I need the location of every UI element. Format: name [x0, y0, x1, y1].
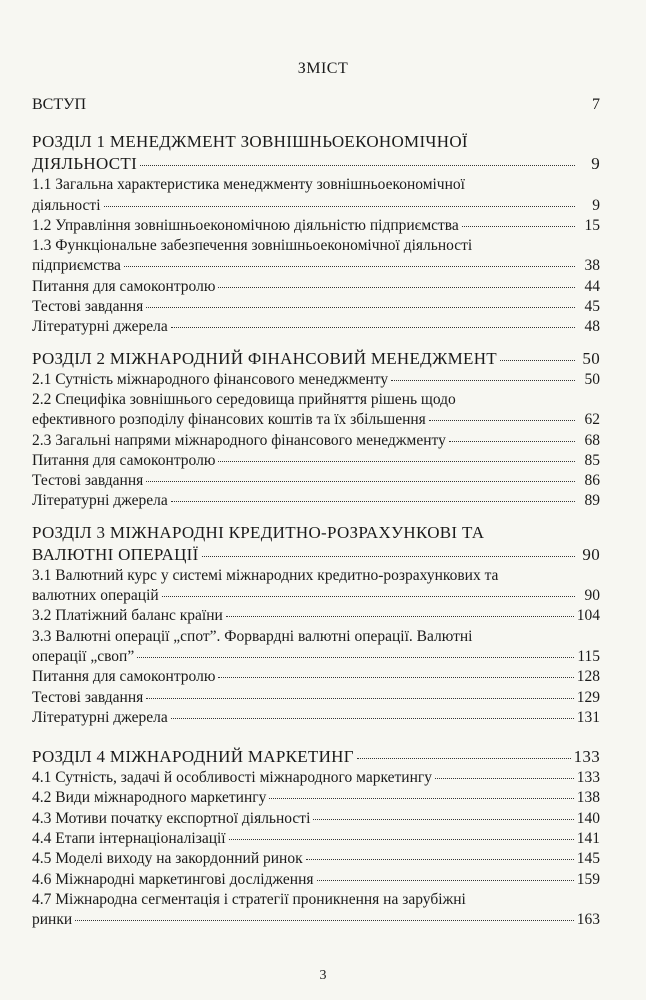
- toc-item: [32, 277, 600, 297]
- toc-item-page: 140: [576, 809, 600, 827]
- section-heading-line1: РОЗДІЛ 3 МІЖНАРОДНІ КРЕДИТНО-РОЗРАХУНКОВІ ТА: [32, 522, 485, 542]
- section-heading-line1: РОЗДІЛ 2 МІЖНАРОДНИЙ ФІНАНСОВИЙ МЕНЕДЖМЕНТ: [32, 348, 497, 368]
- toc-item: [32, 471, 600, 491]
- leader-dots: [75, 920, 574, 921]
- toc-item-line1: Літературні джерела: [32, 318, 168, 336]
- toc-item-page: 141: [576, 830, 600, 848]
- toc-item-page: 133: [576, 769, 600, 787]
- toc-item-line1: Тестові завдання: [32, 688, 144, 706]
- toc-item: [32, 768, 600, 788]
- toc-item: [32, 890, 600, 931]
- toc-item-line2: ринки: [32, 911, 73, 929]
- toc-item: [32, 216, 600, 236]
- leader-dots: [391, 380, 575, 381]
- toc-item: [32, 849, 600, 869]
- toc-item-line2: підприємства: [32, 257, 121, 275]
- toc-item-page: 145: [576, 850, 600, 868]
- leader-dots: [137, 657, 574, 658]
- toc-item-line1: Питання для самоконтролю: [32, 451, 216, 469]
- leader-dots: [171, 501, 575, 502]
- leader-dots: [357, 758, 571, 759]
- toc-item-line1: 1.3 Функціональне забезпечення зовнішньоекономічної діяльності: [32, 237, 473, 255]
- section-gap: [32, 728, 600, 746]
- toc-item-page: 38: [584, 257, 600, 275]
- toc-item-line1: Тестові завдання: [32, 472, 144, 490]
- leader-dots: [218, 461, 575, 462]
- toc-item-line1: 4.3 Мотиви початку експортної діяльності: [32, 809, 311, 827]
- toc-item-page: 44: [584, 277, 600, 295]
- section-heading-line1: РОЗДІЛ 4 МІЖНАРОДНИЙ МАРКЕТИНГ: [32, 747, 354, 767]
- toc-item-line1: 4.7 Міжнародна сегментація і стратегії проникнення на зарубіжні: [32, 890, 466, 908]
- toc-item: [32, 297, 600, 317]
- toc-item: [32, 708, 600, 728]
- leader-dots: [306, 859, 574, 860]
- toc-item-page: 15: [584, 216, 600, 234]
- toc-item-line1: Питання для самоконтролю: [32, 277, 216, 295]
- toc-item-line2: валютних операцій: [32, 587, 159, 605]
- toc-item: [32, 370, 600, 390]
- section-page-number: 9: [591, 154, 600, 174]
- toc-item-page: 128: [576, 668, 600, 686]
- page-number: 3: [319, 968, 327, 983]
- toc-item-line1: 4.6 Міжнародні маркетингові дослідження: [32, 870, 314, 888]
- toc-item-line1: 4.2 Види міжнародного маркетингу: [32, 789, 267, 807]
- leader-dots: [162, 596, 575, 597]
- section-heading-line1: РОЗДІЛ 1 МЕНЕДЖМЕНТ ЗОВНІШНЬОЕКОНОМІЧНОЇ: [32, 132, 468, 152]
- toc-item-line1: 3.3 Валютні операції „спот”. Форвардні валютні операції. Валютні: [32, 627, 473, 645]
- leader-dots: [146, 698, 573, 699]
- leader-dots: [140, 165, 575, 166]
- toc-item-line1: 2.2 Специфіка зовнішнього середовища прийняття рішень щодо: [32, 390, 456, 408]
- leader-dots: [171, 327, 575, 328]
- section-heading-line2: ВАЛЮТНІ ОПЕРАЦІЇ: [32, 544, 199, 564]
- toc-item-page: 131: [576, 708, 600, 726]
- section-gap: [32, 338, 600, 348]
- leader-dots: [124, 266, 575, 267]
- section-gap: [32, 512, 600, 522]
- toc-sections: [32, 115, 600, 930]
- toc-section-heading: [32, 348, 600, 370]
- toc-item-line1: Тестові завдання: [32, 298, 144, 316]
- leader-dots: [218, 677, 573, 678]
- toc-item-line1: 1.1 Загальна характеристика менеджменту зовнішньоекономічної: [32, 176, 465, 194]
- toc-item-line1: 3.2 Платіжний баланс країни: [32, 607, 223, 625]
- toc-item: [32, 606, 600, 626]
- toc-item: [32, 688, 600, 708]
- page-title: ЗМІСТ: [297, 60, 349, 77]
- leader-dots: [269, 798, 573, 799]
- toc-intro-page: 7: [592, 96, 600, 113]
- toc-intro: [32, 95, 600, 115]
- toc-item: [32, 431, 600, 451]
- toc-item: [32, 317, 600, 337]
- leader-dots: [313, 819, 573, 820]
- toc-item-line1: Літературні джерела: [32, 708, 168, 726]
- toc-item: [32, 390, 600, 431]
- toc-item-page: 90: [584, 587, 600, 605]
- toc-item-page: 138: [576, 789, 600, 807]
- leader-dots: [429, 420, 575, 421]
- toc-item-page: 45: [584, 298, 600, 316]
- table-of-contents: [32, 95, 600, 931]
- leader-dots: [146, 307, 575, 308]
- leader-dots: [218, 287, 575, 288]
- toc-item: [32, 566, 600, 607]
- toc-item-page: 68: [584, 431, 600, 449]
- toc-item: [32, 788, 600, 808]
- section-heading-line2: ДІЯЛЬНОСТІ: [32, 154, 138, 174]
- toc-item-page: 89: [584, 492, 600, 510]
- toc-item-page: 115: [577, 647, 600, 665]
- toc-item-line1: 2.1 Сутність міжнародного фінансового менеджменту: [32, 370, 389, 388]
- toc-item-line2: операції „своп”: [32, 647, 135, 665]
- leader-dots: [226, 616, 574, 617]
- toc-section-heading: [32, 522, 600, 566]
- toc-item: [32, 667, 600, 687]
- toc-item-page: 62: [584, 411, 600, 429]
- toc-item-page: 85: [584, 451, 600, 469]
- toc-section-heading: [32, 131, 600, 175]
- leader-dots: [462, 226, 575, 227]
- section-page-number: 50: [582, 348, 600, 368]
- leader-dots: [500, 360, 575, 361]
- toc-item: [32, 491, 600, 511]
- leader-dots: [317, 880, 574, 881]
- toc-item-line2: ефективного розподілу фінансових коштів та їх збільшення: [32, 411, 426, 429]
- toc-item-page: 129: [576, 688, 600, 706]
- section-page-number: 133: [573, 747, 600, 767]
- toc-item-line2: діяльності: [32, 196, 101, 214]
- toc-item-page: 50: [584, 370, 600, 388]
- leader-dots: [202, 556, 575, 557]
- toc-item: [32, 829, 600, 849]
- leader-dots: [435, 778, 574, 779]
- toc-item-page: 159: [576, 870, 600, 888]
- leader-dots: [171, 718, 574, 719]
- toc-item-line1: 2.3 Загальні напрями міжнародного фінансового менеджменту: [32, 431, 446, 449]
- toc-item-page: 163: [576, 911, 600, 929]
- toc-item: [32, 175, 600, 216]
- toc-item-line1: 4.4 Етапи інтернаціоналізації: [32, 830, 226, 848]
- leader-dots: [229, 839, 574, 840]
- toc-item: [32, 236, 600, 277]
- toc-item-page: 9: [592, 196, 600, 214]
- toc-item-page: 48: [584, 318, 600, 336]
- toc-item: [32, 809, 600, 829]
- toc-item-line1: 4.1 Сутність, задачі й особливості міжнародного маркетингу: [32, 769, 432, 787]
- toc-item-page: 104: [576, 607, 600, 625]
- toc-item-line1: 1.2 Управління зовнішньоекономічною діяльністю підприємства: [32, 216, 459, 234]
- section-page-number: 90: [582, 544, 600, 564]
- toc-item: [32, 870, 600, 890]
- toc-item: [32, 451, 600, 471]
- leader-dots: [104, 206, 575, 207]
- toc-intro-label: ВСТУП: [32, 96, 86, 113]
- toc-item-line1: 3.1 Валютний курс у системі міжнародних кредитно-розрахункових та: [32, 566, 499, 584]
- section-gap: [32, 115, 600, 131]
- toc-item: [32, 627, 600, 668]
- toc-item-line1: 4.5 Моделі виходу на закордонний ринок: [32, 850, 303, 868]
- toc-item-line1: Літературні джерела: [32, 492, 168, 510]
- toc-item-page: 86: [584, 472, 600, 490]
- toc-item-line1: Питання для самоконтролю: [32, 668, 216, 686]
- leader-dots: [146, 481, 575, 482]
- leader-dots: [449, 441, 575, 442]
- toc-section-heading: [32, 746, 600, 768]
